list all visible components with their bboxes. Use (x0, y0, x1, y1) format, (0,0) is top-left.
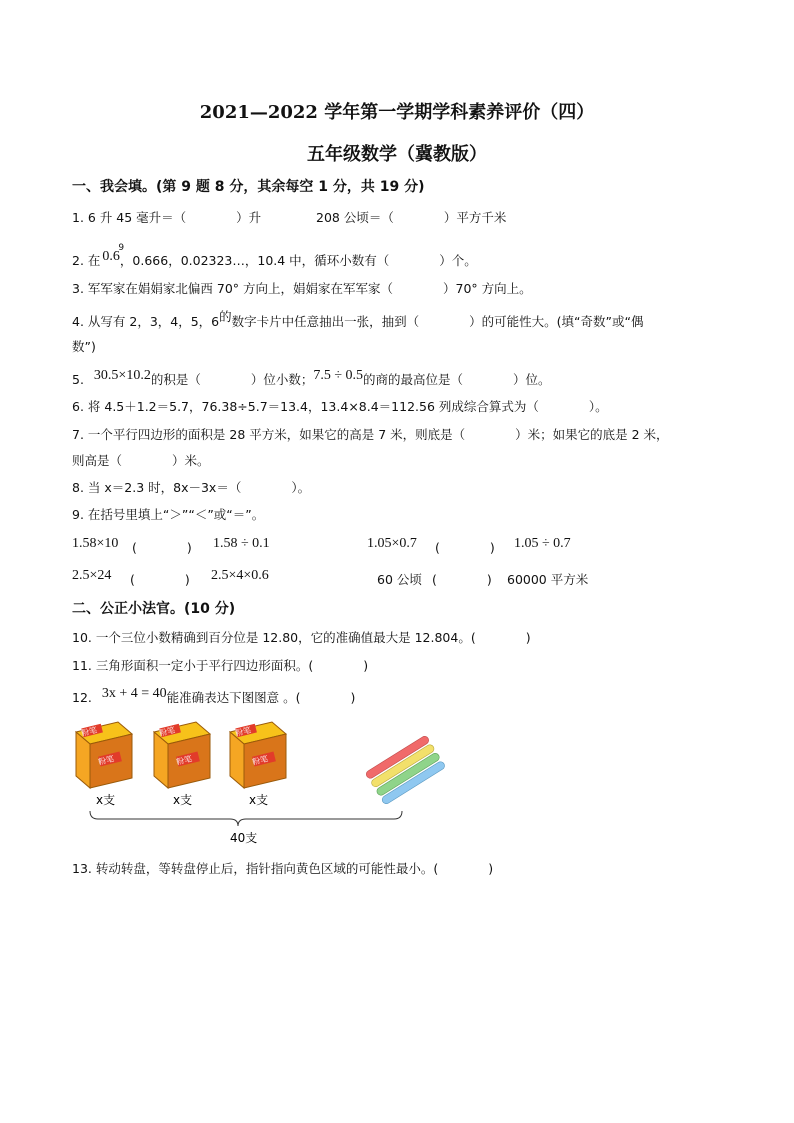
repeating-value: 0.6 (102, 249, 120, 264)
section2-heading: 二、公正小法官。(10 分) (72, 601, 236, 617)
chalk-box-2 (154, 722, 210, 788)
question-10: 10. 一个三位小数精确到百分位是 12.80，它的准确值最大是 12.804。( ) (72, 630, 531, 645)
question-3: 3. 军军家在娟娟家北偏西 70° 方向上，娟娟家在军军家（ ）70° 方向上。 (72, 281, 532, 296)
q2-suffix: ，0.666，0.02323…，10.4 中，循环小数有（ ）个。 (119, 253, 477, 268)
box-3-caption: x支 (249, 793, 269, 807)
chalk-figure (68, 718, 448, 850)
q5-expression-2: 7.5 ÷ 0.5 (313, 368, 364, 383)
question-1a: 1. 6 升 45 毫升＝（ ）升 (72, 210, 262, 225)
box-3-top-label: 粉笔 (234, 725, 253, 739)
box-2-caption: x支 (173, 793, 193, 807)
repeating-decimal (100, 243, 125, 270)
q9-a-left: 1.58×10 (72, 536, 119, 551)
question-12 (72, 686, 356, 707)
box-1-front-label: 粉笔 (97, 754, 115, 767)
question-8: 8. 当 x＝2.3 时，8x－3x＝（ ）。 (72, 480, 311, 495)
brace-label: 40支 (230, 831, 258, 845)
exam-subtitle: 五年级数学（冀教版） (307, 144, 487, 165)
q12-equation: 3x + 4 = 40 (101, 686, 167, 701)
question-13: 13. 转动转盘，等转盘停止后，指针指向黄色区域的可能性最小。( ) (72, 861, 494, 876)
q9-d-left: 60 公顷 (377, 572, 422, 587)
q5-suffix: 的商的最高位是（ ）位。 (363, 372, 551, 387)
q9-b-left: 1.05×0.7 (367, 536, 417, 551)
chalk-sticks (365, 735, 446, 805)
q12-number: 12. (72, 690, 92, 705)
question-11: 11. 三角形面积一定小于平行四边形面积。( ) (72, 658, 369, 673)
q4-rest: 数字卡片中任意抽出一张，抽到（ ）的可能性大。(填“奇数”或“偶 (231, 314, 644, 329)
question-9: 9. 在括号里填上“＞”“＜”或“＝”。 (72, 507, 265, 522)
question-5 (72, 368, 551, 389)
q9-c-right: 2.5×4×0.6 (211, 568, 269, 583)
q9-d-blank: ( ) (432, 572, 492, 587)
chalk-box-1 (76, 722, 132, 788)
q9-c-left: 2.5×24 (72, 568, 112, 583)
box-1-top-label: 粉笔 (80, 725, 99, 739)
q9-b-right: 1.05 ÷ 0.7 (514, 536, 571, 551)
section1-heading: 一、我会填。(第 9 题 8 分，其余每空 1 分，共 19 分) (72, 179, 425, 195)
q4-de: 的 (219, 309, 232, 324)
q4-start: 4. 从写有 2，3，4，5，6 (72, 314, 220, 329)
box-2-front-label: 粉笔 (175, 754, 193, 767)
question-6: 6. 将 4.5＋1.2＝5.7，76.38÷5.7＝13.4，13.4×8.4＝112.56 列成综合算式为（ ）。 (72, 399, 608, 414)
q5-middle: 的积是（ ）位小数； (150, 372, 314, 387)
total-brace (90, 811, 402, 826)
q5-expression-1: 30.5×10.2 (93, 368, 151, 383)
box-2-top-label: 粉笔 (158, 725, 177, 739)
question-1b: 208 公顷＝（ ）平方千米 (316, 210, 507, 225)
question-4-line2: 数”) (72, 339, 96, 354)
q9-a-blank: ( ) (132, 540, 192, 555)
q12-suffix: 能准确表达下图图意 。( ) (166, 690, 356, 705)
box-1-caption: x支 (96, 793, 116, 807)
q9-c-blank: ( ) (130, 572, 190, 587)
q9-a-right: 1.58 ÷ 0.1 (213, 536, 270, 551)
q5-number: 5. (72, 372, 84, 387)
q9-d-right: 60000 平方米 (507, 572, 589, 587)
exam-title: 2021—2022 学年第一学期学科素养评价（四） (199, 102, 595, 123)
question-7-line1: 7. 一个平行四边形的面积是 28 平方米，如果它的高是 7 米，则底是（ ）米；如果它的底是 2 米， (72, 427, 669, 442)
question-7-line2: 则高是（ ）米。 (72, 453, 210, 468)
q9-b-blank: ( ) (435, 540, 495, 555)
q2-prefix: 2. 在 (72, 253, 101, 268)
repeating-dot: 9 (118, 243, 125, 253)
question-4-line1 (72, 309, 644, 330)
chalk-box-3 (230, 722, 286, 788)
question-2 (72, 243, 477, 270)
box-3-front-label: 粉笔 (251, 754, 269, 767)
